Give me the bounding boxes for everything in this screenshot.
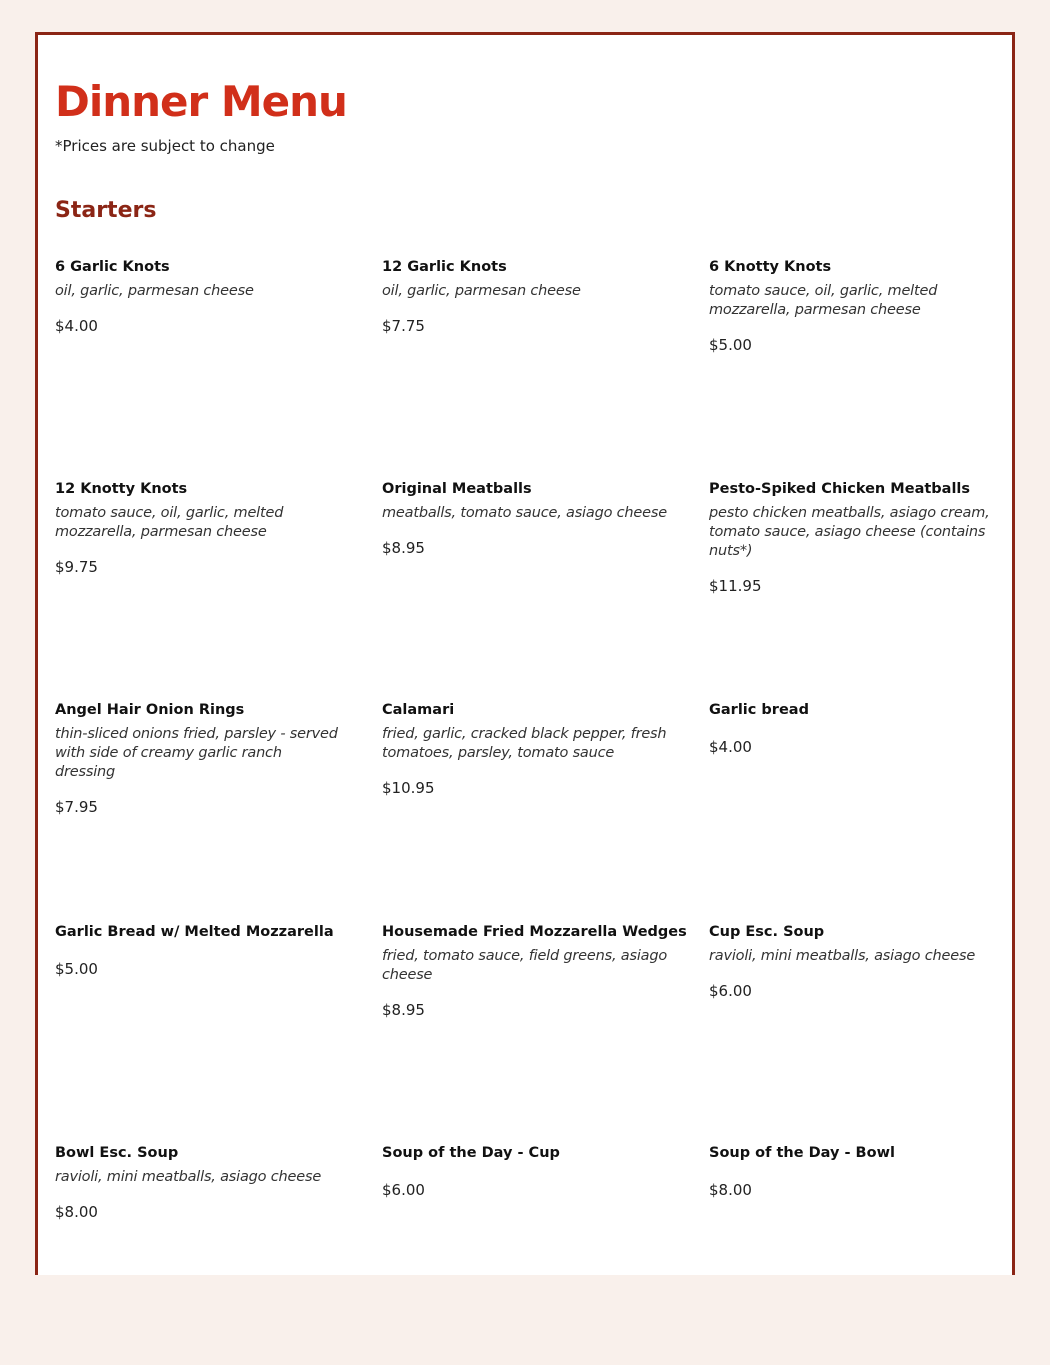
menu-item-name: Soup of the Day - Cup <box>382 1145 560 1161</box>
menu-item-name: Angel Hair Onion Rings <box>55 702 245 718</box>
menu-item-description: thin-sliced onions fried, parsley - served with side of creamy garlic ranch dressing <box>55 726 338 780</box>
menu-item-price: $7.95 <box>55 798 98 816</box>
menu-item <box>382 479 669 701</box>
menu-item-name: 12 Knotty Knots <box>55 480 188 497</box>
menu-item-price: $8.00 <box>709 1181 752 1199</box>
menu-item-price: $11.95 <box>709 576 762 595</box>
menu-item-description: fried, garlic, cracked black pepper, fresh tomatoes, parsley, tomato sauce <box>382 726 667 761</box>
menu-item-name: Bowl Esc. Soup <box>55 1145 179 1161</box>
menu-item-description: tomato sauce, oil, garlic, melted mozzarella, parmesan cheese <box>709 283 938 318</box>
menu-item-name: Garlic bread <box>709 702 809 718</box>
menu-item <box>709 700 996 922</box>
menu-item <box>709 257 996 479</box>
menu-item <box>709 922 996 1144</box>
menu-item-price: $5.00 <box>709 336 752 354</box>
menu-item-price: $6.00 <box>382 1181 425 1199</box>
menu-item-price: $8.95 <box>382 538 425 557</box>
menu-item-price: $8.00 <box>55 1203 98 1221</box>
menu-item-description: oil, garlic, parmesan cheese <box>382 283 581 299</box>
menu-frame <box>35 32 1015 1275</box>
menu-item-price: $6.00 <box>709 981 752 1000</box>
menu-item-name: Cup Esc. Soup <box>709 923 825 940</box>
section-title-starters: Starters <box>55 198 157 223</box>
menu-item <box>382 1143 669 1365</box>
menu-item-name: 6 Garlic Knots <box>55 259 170 275</box>
menu-item-description: ravioli, mini meatballs, asiago cheese <box>55 1169 322 1185</box>
menu-item <box>55 922 342 1144</box>
menu-item-description: oil, garlic, parmesan cheese <box>55 283 254 299</box>
menu-item-price: $9.75 <box>55 557 98 576</box>
menu-item-description: pesto chicken meatballs, asiago cream, tomato sauce, asiago cheese (contains nuts*) <box>709 504 990 559</box>
menu-item-name: Housemade Fried Mozzarella Wedges <box>382 923 687 940</box>
menu-item <box>55 700 342 922</box>
menu-item-name: Calamari <box>382 702 455 718</box>
price-disclaimer: *Prices are subject to change <box>55 137 275 155</box>
menu-item <box>382 257 669 479</box>
menu-item <box>55 479 342 701</box>
menu-item <box>709 1143 996 1365</box>
menu-item-name: Pesto-Spiked Chicken Meatballs <box>709 480 971 497</box>
menu-item-name: 12 Garlic Knots <box>382 259 507 275</box>
menu-item <box>382 922 687 1144</box>
menu-item-price: $4.00 <box>709 738 752 756</box>
menu-item-price: $5.00 <box>55 959 98 978</box>
menu-item-description: meatballs, tomato sauce, asiago cheese <box>382 504 667 521</box>
menu-item <box>382 700 669 922</box>
menu-item-name: Soup of the Day - Bowl <box>709 1145 895 1161</box>
page-title: Dinner Menu <box>55 77 347 126</box>
menu-item-description: fried, tomato sauce, field greens, asiago cheese <box>382 947 668 983</box>
menu-item-name: Original Meatballs <box>382 480 532 497</box>
menu-item-price: $7.75 <box>382 317 425 335</box>
menu-items-grid <box>55 257 1005 1365</box>
menu-item-description: ravioli, mini meatballs, asiago cheese <box>709 947 976 964</box>
menu-item-name: 6 Knotty Knots <box>709 259 832 275</box>
menu-item-name: Garlic Bread w/ Melted Mozzarella <box>55 923 334 940</box>
menu-item-price: $4.00 <box>55 317 98 335</box>
menu-item-price: $10.95 <box>382 779 435 797</box>
menu-item <box>55 1143 342 1365</box>
menu-item-description: tomato sauce, oil, garlic, melted mozzarella, parmesan cheese <box>55 504 284 540</box>
menu-item <box>55 257 342 479</box>
menu-item-price: $8.95 <box>382 1000 425 1019</box>
menu-item <box>709 479 996 701</box>
